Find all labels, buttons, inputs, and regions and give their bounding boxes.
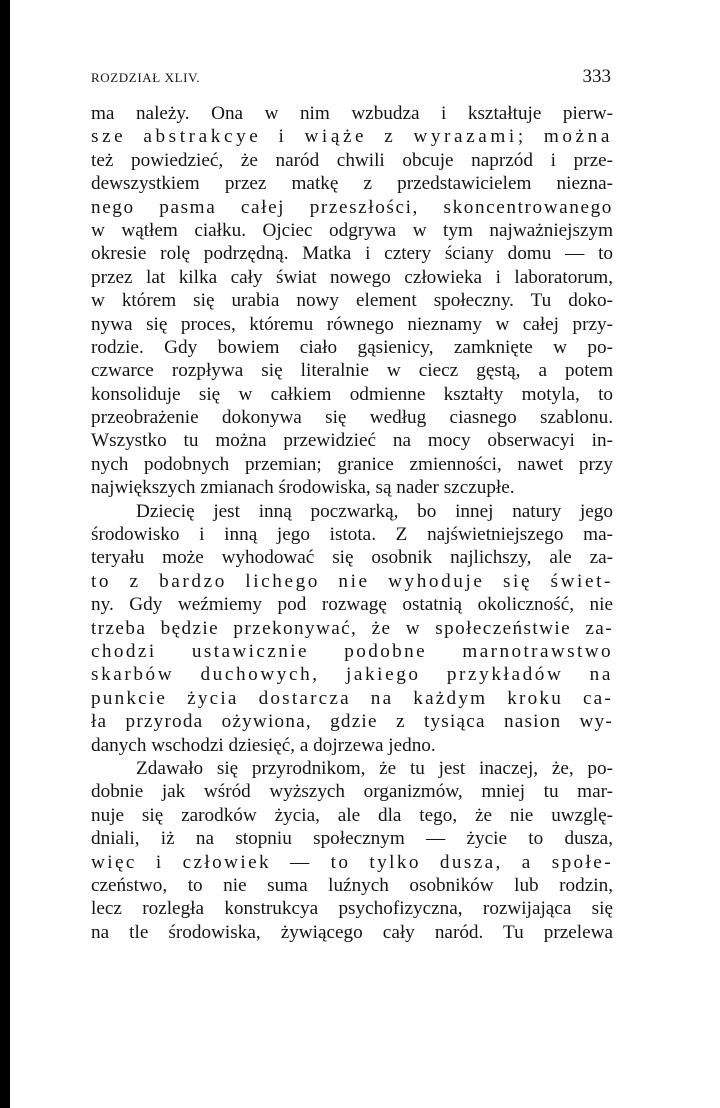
text-line: dobnie jak wśród wyższych organizmów, mniej tu mar-: [91, 781, 613, 803]
text-line: czwarce rozpływa się literalnie w ciecz gęstą, a potem: [91, 360, 613, 382]
text-line: przeobrażenie dokonywa się według ciasnego szablonu.: [91, 407, 613, 429]
page-spine-edge: [0, 0, 10, 1108]
body-text: [91, 102, 613, 944]
text-line: danych wschodzi dziesięć, a dojrzewa jedno.: [91, 734, 436, 756]
text-line: lecz rozległa konstrukcya psychofizyczna, rozwijająca się: [91, 898, 613, 920]
text-line: największych zmianach środowiska, są nader szczupłe.: [91, 477, 515, 499]
text-line: rodzie. Gdy bowiem ciało gąsienicy, zamknięte w po-: [91, 336, 613, 358]
text-line: Dziecię jest inną poczwarką, bo innej natury jego: [136, 500, 613, 522]
text-line: czeństwo, to nie suma luźnych osobników lub rodzin,: [91, 874, 613, 896]
text-line: ma należy. Ona w nim wzbudza i kształtuje pierw-: [91, 103, 613, 124]
text-line: Wszystko tu można przewidzieć na mocy obserwacyi in-: [91, 430, 613, 452]
text-line: nego pasma całej przeszłości, skoncentrowanego: [91, 196, 613, 218]
text-line: na tle środowiska, żywiącego cały naród. Tu przelewa: [91, 921, 613, 943]
text-line: przez lat kilka cały świat nowego człowieka i laboratorum,: [91, 266, 613, 288]
text-line: dewszystkiem przez matkę z przedstawicielem niezna-: [91, 173, 613, 195]
text-line: też powiedzieć, że naród chwili obcuje naprzód i prze-: [91, 149, 613, 171]
text-line: to z bardzo lichego nie wyhoduje się świet-: [91, 570, 613, 592]
text-line: skarbów duchowych, jakiego przykładów na: [91, 664, 613, 686]
text-line: w wątłem ciałku. Ojciec odgrywa w tym najważniejszym: [91, 219, 613, 241]
running-head: [91, 66, 611, 88]
text-line: teryału może wyhodować się osobnik najlichszy, ale za-: [91, 547, 613, 569]
text-line: okresie rolę podrzędną. Matka i cztery ściany domu — to: [91, 243, 613, 265]
text-line: środowisko i inną jego istota. Z najświetniejszego ma-: [91, 524, 613, 546]
text-line: ny. Gdy weźmiemy pod rozwagę ostatnią okoliczność, nie: [91, 594, 613, 616]
text-line: trzeba będzie przekonywać, że w społeczeństwie za-: [91, 617, 613, 639]
text-line: nuje się zarodków życia, ale dla tego, że nie uwzglę-: [91, 804, 613, 826]
text-line: sze abstrakcye i wiąże z wyrazami; można: [91, 126, 613, 148]
text-line: więc i człowiek — to tylko dusza, a społe-: [91, 851, 613, 873]
chapter-heading: ROZDZIAŁ XLIV.: [91, 70, 201, 85]
text-line: chodzi ustawicznie podobne marnotrawstwo: [91, 640, 613, 662]
text-line: konsoliduje się w całkiem odmienne kształty motyla, to: [91, 383, 613, 405]
text-line: punkcie życia dostarcza na każdym kroku ca-: [91, 687, 613, 709]
text-line: ła przyroda ożywiona, gdzie z tysiąca nasion wy-: [91, 711, 613, 733]
text-line: dniali, iż na stopniu społecznym — życie to dusza,: [91, 828, 613, 850]
text-line: nych podobnych przemian; granice zmienności, nawet przy: [91, 453, 613, 475]
page-number: 333: [582, 66, 611, 87]
text-line: w którem się urabia nowy element społeczny. Tu doko-: [91, 290, 613, 312]
text-line: nywa się proces, któremu równego nieznamy w całej przy-: [91, 313, 613, 335]
text-line: Zdawało się przyrodnikom, że tu jest inaczej, że, po-: [136, 757, 613, 779]
